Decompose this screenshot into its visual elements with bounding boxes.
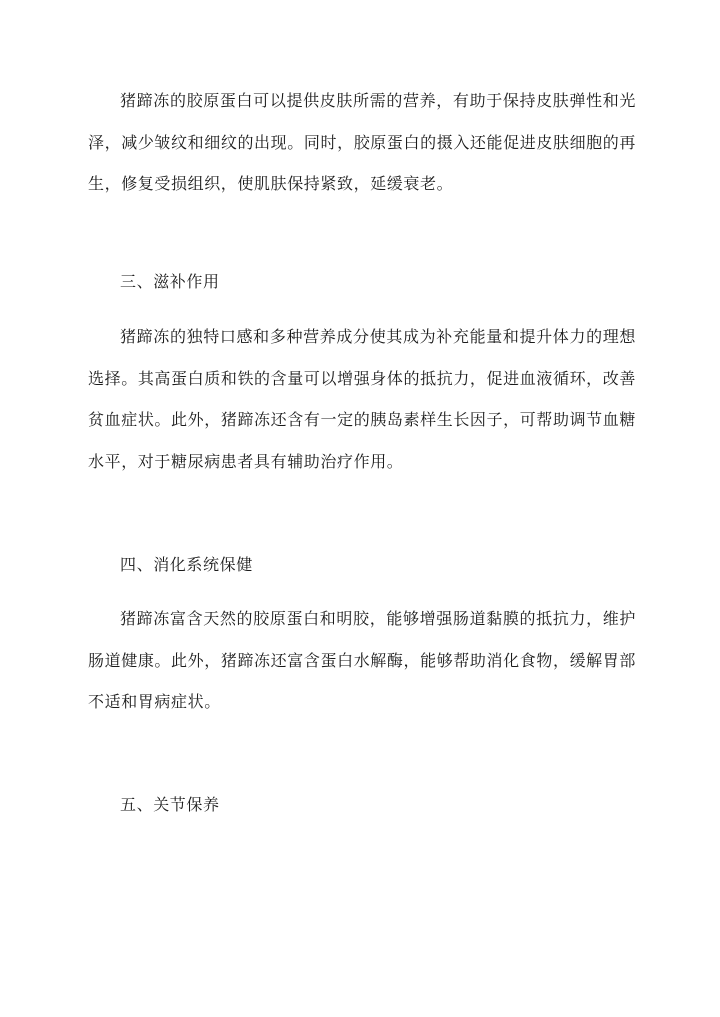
paragraph-nourishing: 猪蹄冻的独特口感和多种营养成分使其成为补充能量和提升体力的理想选择。其高蛋白质和铁的含量可以增强身体的抵抗力，促进血液循环，改善贫血症状。此外，猪蹄冻还含有一定的胰岛素样生长因子，可帮助调节血糖水平，对于糖尿病患者具有辅助治疗作用。 <box>88 327 636 471</box>
paragraph-skin-benefits: 猪蹄冻的胶原蛋白可以提供皮肤所需的营养，有助于保持皮肤弹性和光泽，减少皱纹和细纹的出现。同时，胶原蛋白的摄入还能促进皮肤细胞的再生，修复受损组织，使肌肤保持紧致，延缓衰老。 <box>88 91 636 193</box>
section-heading-joint-care: 五、关节保养 <box>120 795 220 814</box>
section-heading-nourishing: 三、滋补作用 <box>120 272 220 291</box>
paragraph-digestive-health: 猪蹄冻富含天然的胶原蛋白和明胶，能够增强肠道黏膜的抵抗力，维护肠道健康。此外，猪蹄冻还富含蛋白水解酶，能够帮助消化食物，缓解胃部不适和胃病症状。 <box>88 609 636 711</box>
section-heading-digestive-health: 四、消化系统保健 <box>120 555 253 574</box>
